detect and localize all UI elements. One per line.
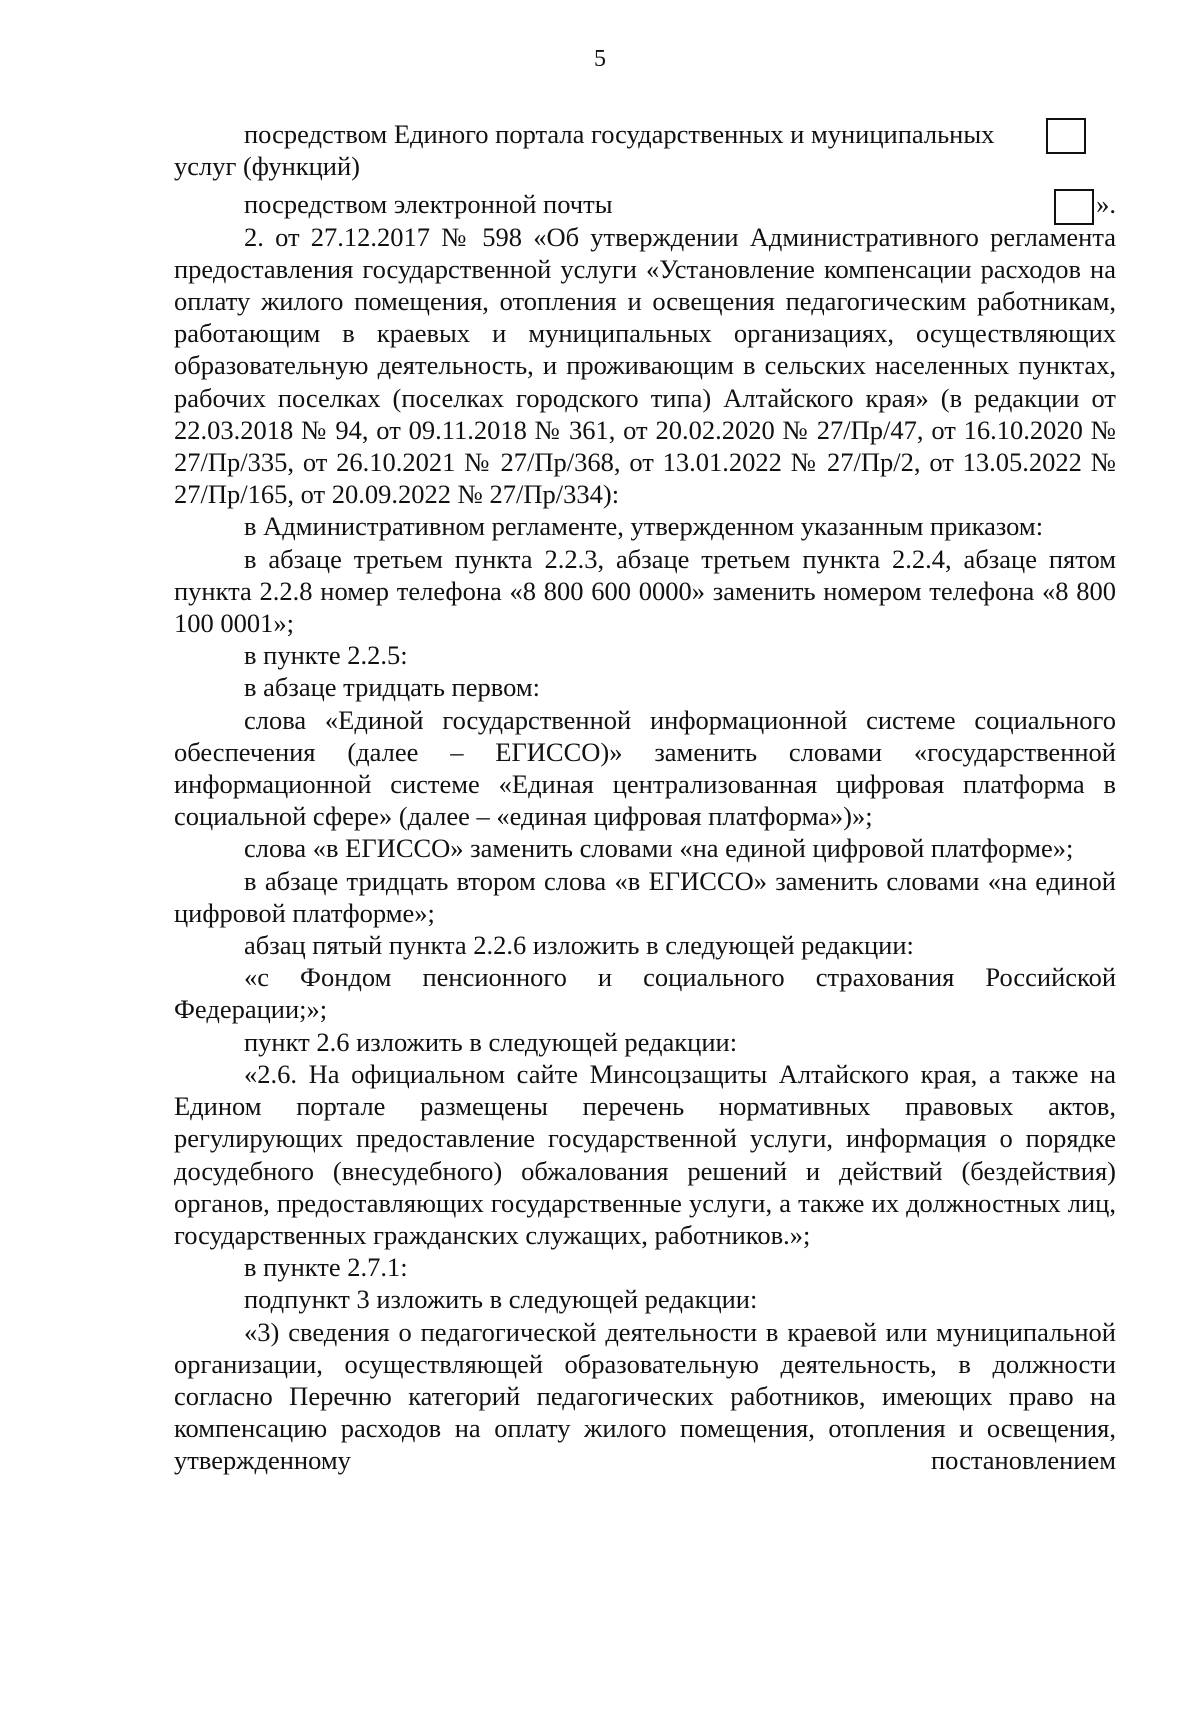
paragraph-subitem-3-text: «3) сведения о педагогической деятельности в краевой или муниципальной организации, осуществляющей образовательную деятельность, в должности согласно Перечню категорий педагогических работников, имеющих право на компенсацию расходов на оплату жилого помещения, отопления и освещения, утвержденному постановлением	[174, 1316, 1116, 1476]
paragraph-item-2-7-1: в пункте 2.7.1:	[244, 1252, 408, 1283]
paragraph-item-2-2-5: в пункте 2.2.5:	[244, 640, 408, 671]
paragraph-abzac-32: в абзаце тридцать втором слова «в ЕГИССО» заменить словами «на единой цифровой платформе»;	[174, 865, 1116, 928]
paragraph-v-egisso: слова «в ЕГИССО» заменить словами «на единой цифровой платформе»;	[244, 833, 1074, 864]
paragraph-item-2-6: пункт 2.6 изложить в следующей редакции:	[244, 1026, 738, 1057]
paragraph-regulation-intro: в Административном регламенте, утвержденном указанным приказом:	[244, 511, 1044, 542]
option-email	[174, 188, 1116, 220]
option-email-label: посредством электронной почты	[244, 189, 613, 220]
closing-mark: ».	[1096, 189, 1116, 220]
paragraph-order-2: 2. от 27.12.2017 № 598 «Об утверждении Административного регламента предоставления государственной услуги «Установление компенсации расходов на оплату жилого помещения, отопления и освещения педагогическим работникам, работающим в краевых и муниципальных организациях, осуществляющих образовательную деятельность, и проживающим в сельских населенных пунктах, рабочих поселках (поселках городского типа) Алтайского края» (в редакции от 22.03.2018 № 94, от 09.11.2018 № 361, от 20.02.2020 № 27/Пр/47, от 16.10.2020 № 27/Пр/335, от 26.10.2021 № 27/Пр/368, от 13.01.2022 № 27/Пр/2, от 13.05.2022 № 27/Пр/165, от 20.09.2022 № 27/Пр/334):	[174, 221, 1116, 510]
paragraph-fund-quote: «с Фондом пенсионного и социального страхования Российской Федерации;»;	[174, 962, 1116, 1025]
email-checkbox[interactable]	[1054, 189, 1094, 225]
paragraph-abzac-31: в абзаце тридцать первом:	[244, 672, 540, 703]
paragraph-egisso-words: слова «Единой государственной информационной системе социального обеспечения (далее – ЕГИССО)» заменить словами «государственной информационной системе «Единая централизованная цифровая платформа в социальной сфере» (далее – «единая цифровая платформа»)»;	[174, 704, 1116, 832]
document-body	[174, 118, 1116, 1477]
portal-checkbox[interactable]	[1046, 118, 1086, 154]
option-portal	[174, 118, 1116, 182]
option-portal-label: посредством Единого портала государственных и муниципальных услуг (функций)	[174, 119, 995, 182]
paragraph-item-2-2-6: абзац пятый пункта 2.2.6 изложить в следующей редакции:	[244, 930, 914, 961]
paragraph-2-6-text: «2.6. На официальном сайте Минсоцзащиты Алтайского края, а также на Едином портале размещены перечень нормативных правовых актов, регулирующих предоставление государственной услуги, информация о порядке досудебного (внесудебного) обжалования решений и действий (бездействия) органов, предоставляющих государственные услуги, а также их должностных лиц, государственных гражданских служащих, работников.»;	[174, 1058, 1116, 1250]
paragraph-phone-change: в абзаце третьем пункта 2.2.3, абзаце третьем пункта 2.2.4, абзаце пятом пункта 2.2.8 номер телефона «8 800 600 0000» заменить номером телефона «8 800 100 0001»;	[174, 543, 1116, 639]
page-number: 5	[594, 46, 606, 72]
paragraph-subitem-3: подпункт 3 изложить в следующей редакции:	[244, 1284, 758, 1315]
